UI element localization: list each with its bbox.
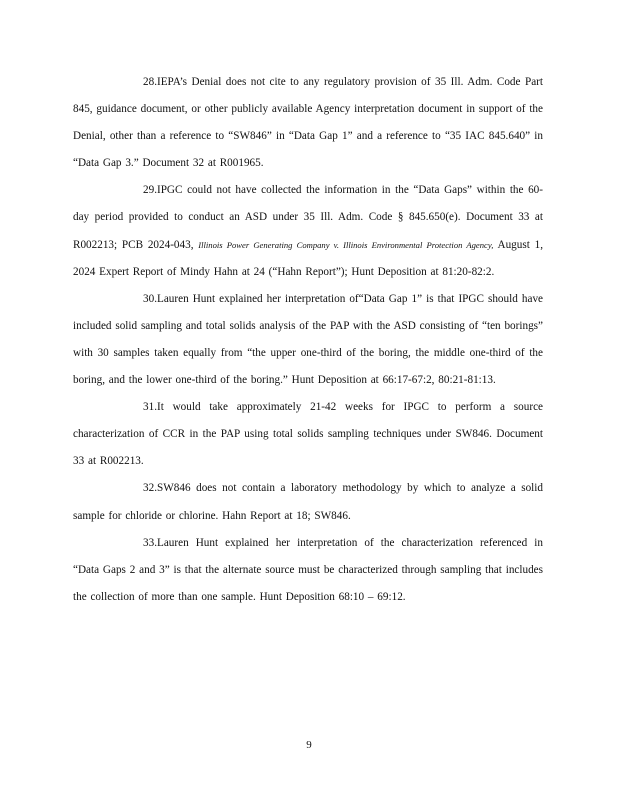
paragraph-30 xyxy=(73,286,543,394)
paragraph-text: Lauren Hunt explained her interpretation of“Data Gap 1” is that IPGC should have included solid sampling and total solids analysis of the PAP with the ASD consisting of “ten borings” with 30 samples taken equally from “the upper one-third of the boring, the middle one-third of the boring, and the lower one-third of the boring.” Hunt Deposition at 66:17-67:2, 80:21-81:13. xyxy=(73,292,543,387)
page-number: 9 xyxy=(306,739,312,751)
paragraph-number: 32. xyxy=(143,482,157,495)
paragraph-number: 31. xyxy=(143,401,157,414)
paragraph-text: IEPA’s Denial does not cite to any regulatory provision of 35 Ill. Adm. Code Part 845, guidance document, or other publicly available Agency interpretation document in support of the Denial, other than a reference to “SW846” in “Data Gap 1” and a reference to “35 IAC 845.640” in “Data Gap 3.” Document 32 at R001965. xyxy=(73,76,543,170)
paragraph-text: August 1, 2024 Expert Report of Mindy Hahn at 24 (“Hahn Report”); Hunt Deposition at 81:20-82:2. xyxy=(73,238,543,278)
case-name: Illinois Power Generating Company v. Illinois Environmental Protection Agency, xyxy=(198,239,494,250)
paragraph-text: SW846 does not contain a laboratory methodology by which to analyze a solid sample for chloride or chlorine. Hahn Report at 18; SW846. xyxy=(73,482,543,522)
paragraph-32 xyxy=(73,475,543,529)
paragraph-28 xyxy=(73,69,543,177)
paragraph-text: IPGC could not have collected the information in the “Data Gaps” within the 60-day period provided to conduct an ASD under 35 Ill. Adm. Code § 845.650(e). Document 33 at R002213; PCB 2024-043, xyxy=(73,184,543,251)
paragraph-text: It would take approximately 21-42 weeks for IPGC to perform a source characterization of CCR in the PAP using total solids sampling techniques under SW846. Document 33 at R002213. xyxy=(73,401,543,468)
paragraph-29 xyxy=(73,177,543,285)
paragraph-number: 30. xyxy=(143,292,157,305)
paragraph-31 xyxy=(73,394,543,475)
paragraph-33 xyxy=(73,530,543,611)
paragraph-text: Lauren Hunt explained her interpretation of the characterization referenced in “Data Gaps 2 and 3” is that the alternate source must be characterized through sampling that includes the collection of more than one sample. Hunt Deposition 68:10 – 69:12. xyxy=(73,536,543,603)
paragraph-number: 33. xyxy=(143,536,157,549)
paragraph-number: 28. xyxy=(143,76,157,88)
document-body xyxy=(73,69,543,611)
paragraph-number: 29. xyxy=(143,184,157,197)
